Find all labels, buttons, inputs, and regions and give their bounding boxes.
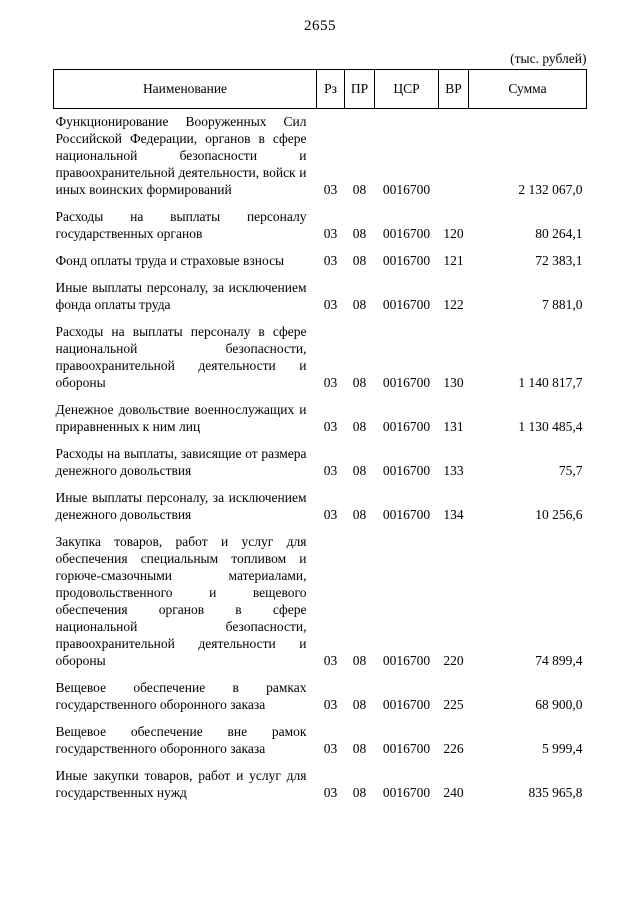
- row-pr-cell: 08: [352, 785, 367, 800]
- header-sum: Сумма: [469, 70, 587, 109]
- row-sum-cell: 1 140 817,7: [518, 375, 583, 390]
- row-pr-cell: 08: [352, 226, 367, 241]
- table-header: [54, 70, 587, 109]
- row-csr-cell: 0016700: [382, 375, 431, 390]
- row-csr-cell: 0016700: [382, 697, 431, 712]
- table-row: [54, 441, 587, 485]
- row-csr-cell: 0016700: [382, 653, 431, 668]
- row-csr-cell: 0016700: [382, 741, 431, 756]
- page-number: 2655: [304, 18, 336, 34]
- table-row: [54, 248, 587, 275]
- row-pr-cell: 08: [352, 507, 367, 522]
- budget-table: [53, 69, 587, 807]
- row-pr-cell: 08: [352, 182, 367, 197]
- row-csr-cell: 0016700: [382, 419, 431, 434]
- row-name-cell: Вещевое обеспечение в рамках государственного оборонного заказа: [55, 680, 307, 712]
- row-sum-cell: 74 899,4: [535, 653, 583, 668]
- row-pr-cell: 08: [352, 375, 367, 390]
- row-sum-cell: 2 132 067,0: [518, 182, 583, 197]
- row-rz-cell: 03: [323, 741, 338, 756]
- row-csr-cell: 0016700: [382, 463, 431, 478]
- row-pr-cell: 08: [352, 697, 367, 712]
- row-rz-cell: 03: [323, 697, 338, 712]
- table-row: [54, 675, 587, 719]
- row-name-cell: Иные выплаты персоналу, за исключением фонда оплаты труда: [55, 280, 307, 312]
- table-row: [54, 763, 587, 807]
- row-rz-cell: 03: [323, 463, 338, 478]
- row-csr-cell: 0016700: [382, 297, 431, 312]
- table-body: [54, 109, 587, 808]
- row-sum-cell: 835 965,8: [528, 785, 583, 800]
- row-pr-cell: 08: [352, 741, 367, 756]
- row-rz-cell: 03: [323, 375, 338, 390]
- row-vr-cell: 122: [443, 297, 464, 312]
- table-row: [54, 204, 587, 248]
- row-rz-cell: 03: [323, 182, 338, 197]
- row-sum-cell: 7 881,0: [542, 297, 583, 312]
- table-row: [54, 529, 587, 675]
- row-sum-cell: 80 264,1: [535, 226, 583, 241]
- table-row: [54, 719, 587, 763]
- row-rz-cell: 03: [323, 653, 338, 668]
- row-pr-cell: 08: [352, 253, 367, 268]
- header-row: [54, 70, 587, 109]
- row-pr-cell: 08: [352, 653, 367, 668]
- row-name-cell: Расходы на выплаты, зависящие от размера денежного довольствия: [55, 446, 307, 478]
- row-vr-cell: 240: [443, 785, 464, 800]
- row-rz-cell: 03: [323, 507, 338, 522]
- row-rz-cell: 03: [323, 226, 338, 241]
- header-rz: Рз: [317, 70, 345, 109]
- row-pr-cell: 08: [352, 297, 367, 312]
- row-sum-cell: 1 130 485,4: [518, 419, 583, 434]
- row-vr-cell: 220: [443, 653, 464, 668]
- row-csr-cell: 0016700: [382, 785, 431, 800]
- row-vr-cell: 133: [443, 463, 464, 478]
- row-sum-cell: 10 256,6: [535, 507, 583, 522]
- row-rz-cell: 03: [323, 785, 338, 800]
- table-row: [54, 275, 587, 319]
- table-row: [54, 109, 587, 205]
- table-row: [54, 485, 587, 529]
- header-pr: ПР: [345, 70, 375, 109]
- row-csr-cell: 0016700: [382, 253, 431, 268]
- row-vr-cell: 130: [443, 375, 464, 390]
- row-rz-cell: 03: [323, 253, 338, 268]
- row-rz-cell: 03: [323, 419, 338, 434]
- row-vr-cell: 120: [443, 226, 464, 241]
- row-sum-cell: 68 900,0: [535, 697, 583, 712]
- row-vr-cell: 225: [443, 697, 464, 712]
- row-csr-cell: 0016700: [382, 507, 431, 522]
- row-name-cell: Расходы на выплаты персоналу государственных органов: [55, 209, 307, 241]
- header-vr: ВР: [439, 70, 469, 109]
- row-pr-cell: 08: [352, 419, 367, 434]
- header-name: Наименование: [54, 70, 317, 109]
- row-name-cell: Закупка товаров, работ и услуг для обеспечения специальным топливом и горюче-смазочными материалами, продовольственного и вещевого обеспечения органов в сфере национальной безопасности, правоохранительной деятельности и обороны: [55, 534, 307, 668]
- row-csr-cell: 0016700: [382, 226, 431, 241]
- row-name-cell: Расходы на выплаты персоналу в сфере национальной безопасности, правоохранительной деятельности и обороны: [55, 324, 307, 390]
- header-csr: ЦСР: [375, 70, 439, 109]
- units-note: (тыс. рублей): [510, 51, 587, 66]
- row-name-cell: Функционирование Вооруженных Сил Российской Федерации, органов в сфере национальной безопасности и правоохранительной деятельности, войск и иных воинских формирований: [55, 114, 307, 197]
- row-vr-cell: 226: [443, 741, 464, 756]
- row-vr-cell: 131: [443, 419, 464, 434]
- row-sum-cell: 75,7: [558, 463, 583, 478]
- table-row: [54, 397, 587, 441]
- row-rz-cell: 03: [323, 297, 338, 312]
- row-sum-cell: 5 999,4: [542, 741, 583, 756]
- row-pr-cell: 08: [352, 463, 367, 478]
- row-name-cell: Иные выплаты персоналу, за исключением денежного довольствия: [55, 490, 307, 522]
- row-name-cell: Иные закупки товаров, работ и услуг для государственных нужд: [55, 768, 307, 800]
- table-row: [54, 319, 587, 397]
- row-name-cell: Денежное довольствие военнослужащих и приравненных к ним лиц: [55, 402, 307, 434]
- row-csr-cell: 0016700: [382, 182, 431, 197]
- row-name-cell: Вещевое обеспечение вне рамок государственного оборонного заказа: [55, 724, 307, 756]
- row-vr-cell: 121: [443, 253, 464, 268]
- row-vr-cell: [439, 109, 469, 205]
- row-name-cell: Фонд оплаты труда и страховые взносы: [55, 253, 285, 268]
- row-sum-cell: 72 383,1: [535, 253, 583, 268]
- row-vr-cell: 134: [443, 507, 464, 522]
